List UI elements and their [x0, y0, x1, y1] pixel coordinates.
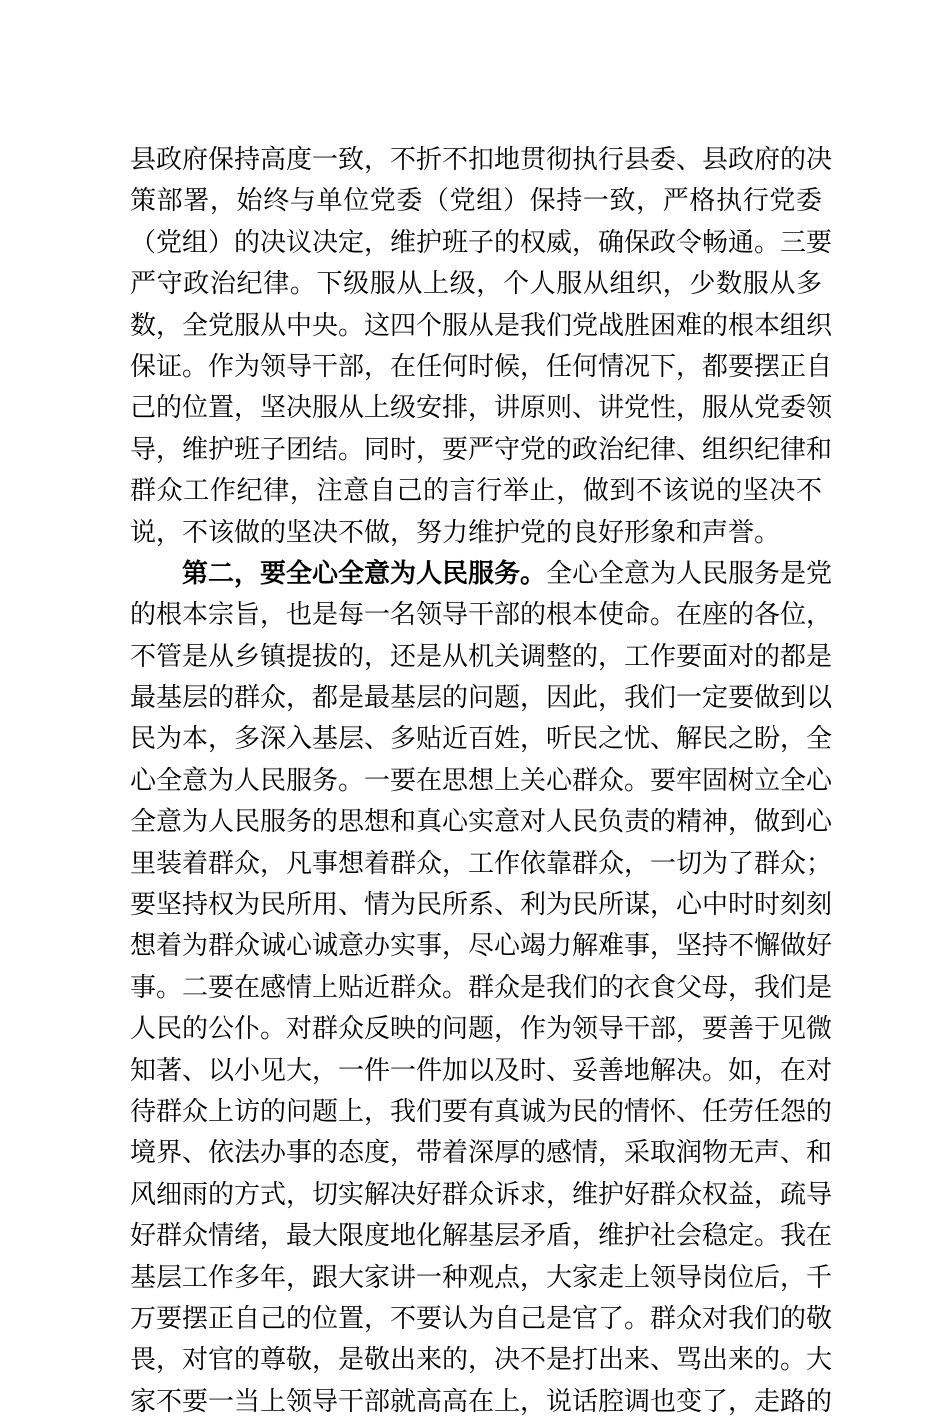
text-line: 导，维护班子团结。同时，要严守党的政治纪律、组织纪律和	[130, 434, 833, 465]
text-line: （党组）的决议决定，维护班子的权威，确保政令畅通。三要	[130, 227, 833, 258]
text-line: 事。二要在感情上贴近群众。群众是我们的衣食父母，我们是	[130, 972, 833, 1003]
text-run: 全心全意为人民服务是党	[546, 558, 833, 589]
text-line: 严守政治纪律。下级服从上级，个人服从组织，少数服从多	[130, 269, 822, 300]
text-line: 里装着群众，凡事想着群众，工作依靠群众，一切为了群众；	[130, 848, 833, 879]
text-line: 民为本，多深入基层、多贴近百姓，听民之忧、解民之盼，全	[130, 724, 833, 755]
text-line: 畏，对官的尊敬，是敬出来的，决不是打出来、骂出来的。大	[130, 1345, 833, 1376]
text-line: 保证。作为领导干部，在任何时候，任何情况下，都要摆正自	[130, 351, 833, 382]
text-line: 好群众情绪，最大限度地化解基层矛盾，维护社会稳定。我在	[130, 1221, 833, 1252]
paragraph-start-line	[130, 554, 833, 595]
text-line: 知著、以小见大，一件一件加以及时、妥善地解决。如，在对	[130, 1055, 833, 1086]
text-line: 想着为群众诚心诚意办实事，尽心竭力解难事，坚持不懈做好	[130, 931, 833, 962]
text-line: 不管是从乡镇提拔的，还是从机关调整的，工作要面对的都是	[130, 641, 833, 672]
text-line: 风细雨的方式，切实解决好群众诉求，维护好群众权益，疏导	[130, 1179, 833, 1210]
text-line: 境界、依法办事的态度，带着深厚的感情，采取润物无声、和	[130, 1138, 833, 1169]
section-heading: 第二，要全心全意为人民服务。	[182, 558, 547, 589]
text-line: 县政府保持高度一致，不折不扣地贯彻执行县委、县政府的决	[130, 145, 833, 175]
text-line: 心全意为人民服务。一要在思想上关心群众。要牢固树立全心	[130, 765, 833, 796]
text-line: 策部署，始终与单位党委（党组）保持一致，严格执行党委	[130, 186, 822, 217]
text-line: 最基层的群众，都是最基层的问题，因此，我们一定要做到以	[130, 683, 833, 714]
text-line: 数，全党服从中央。这四个服从是我们党战胜困难的根本组织	[130, 310, 833, 341]
text-line: 的根本宗旨，也是每一名领导干部的根本使命。在座的各位，	[130, 600, 833, 631]
text-line: 基层工作多年，跟大家讲一种观点，大家走上领导岗位后，千	[130, 1262, 833, 1293]
text-line: 群众工作纪律，注意自己的言行举止，做到不该说的坚决不	[130, 476, 822, 507]
text-line: 家不要一当上领导干部就高高在上，说话腔调也变了，走路的	[130, 1386, 833, 1417]
text-line: 待群众上访的问题上，我们要有真诚为民的情怀、任劳任怨的	[130, 1096, 833, 1127]
text-line: 要坚持权为民所用、情为民所系、利为民所谋，心中时时刻刻	[130, 890, 833, 921]
text-line: 全意为人民服务的思想和真心实意对人民负责的精神，做到心	[130, 807, 833, 838]
text-line: 说，不该做的坚决不做，努力维护党的良好形象和声誉。	[130, 517, 781, 548]
body-text	[130, 140, 833, 1423]
text-line: 人民的公仆。对群众反映的问题，作为领导干部，要善于见微	[130, 1014, 833, 1045]
text-line: 己的位置，坚决服从上级安排，讲原则、讲党性，服从党委领	[130, 393, 833, 424]
text-line: 万要摆正自己的位置，不要认为自己是官了。群众对我们的敬	[130, 1303, 833, 1334]
